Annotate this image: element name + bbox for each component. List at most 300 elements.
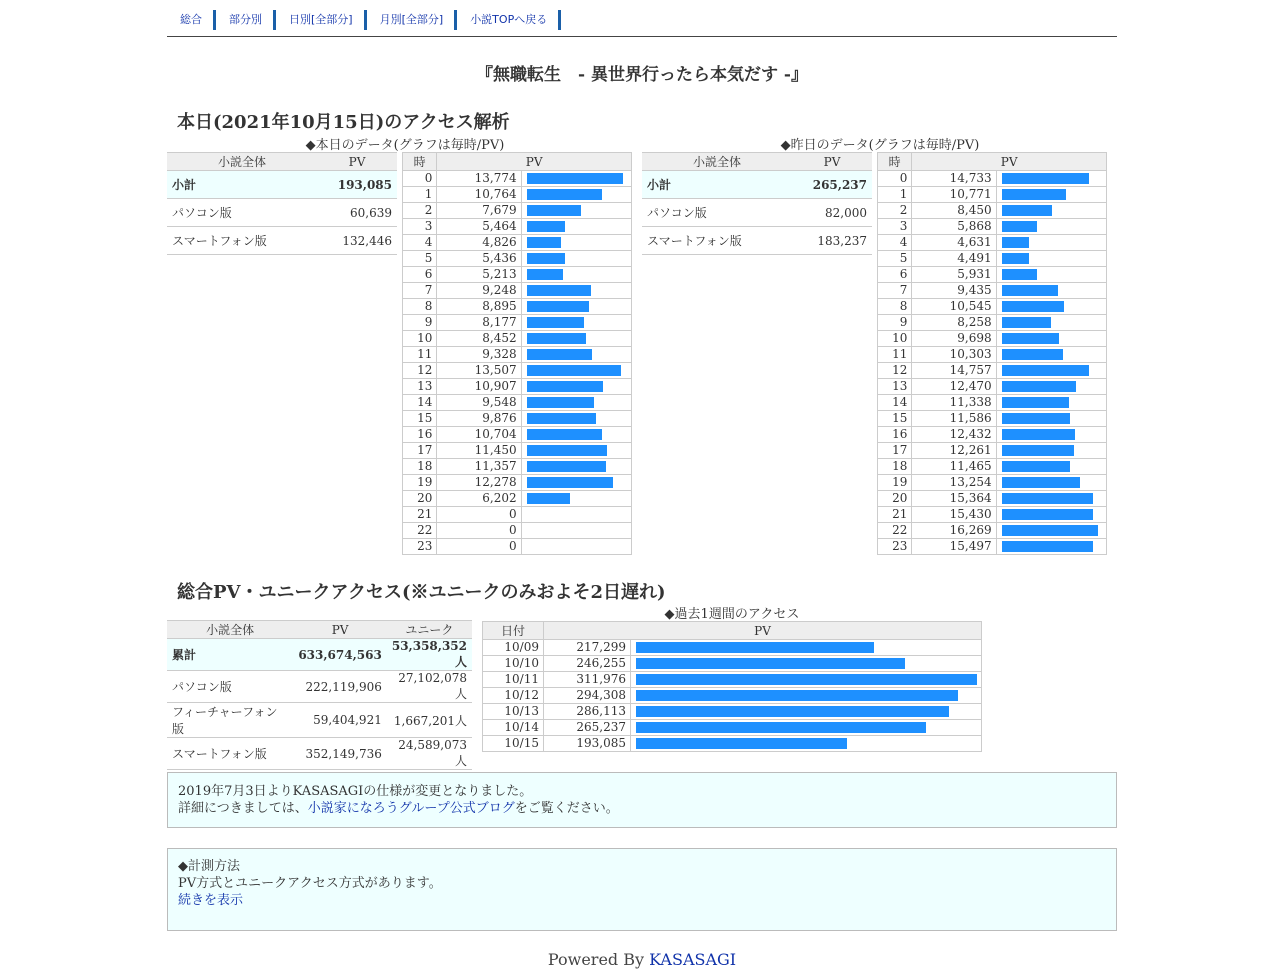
- pv-cell: 265,237: [544, 720, 631, 736]
- table-row: [403, 363, 632, 379]
- table-row: [167, 738, 472, 770]
- date-cell: 10/09: [483, 640, 544, 656]
- bar-cell: [521, 219, 631, 235]
- row-label: スマートフォン版: [167, 227, 317, 255]
- pv-bar: [636, 690, 958, 701]
- pv-bar: [1002, 205, 1052, 216]
- bar-cell: [521, 235, 631, 251]
- table-row: [403, 267, 632, 283]
- hour-cell: 0: [878, 171, 912, 187]
- date-cell: 10/12: [483, 688, 544, 704]
- hour-cell: 8: [403, 299, 437, 315]
- bar-cell: [996, 475, 1106, 491]
- row-value: 183,237: [792, 227, 872, 255]
- table-row: [878, 411, 1107, 427]
- bar-cell: [996, 523, 1106, 539]
- bar-cell: [521, 539, 631, 555]
- notice-detail: [178, 800, 1106, 817]
- pv-cell: 5,931: [912, 267, 996, 283]
- column-header: 日付: [483, 622, 544, 640]
- nav-link-daily[interactable]: 日別[全部分]: [276, 10, 367, 30]
- yesterday-hourly-table: [877, 152, 1107, 555]
- pv-cell: 10,907: [437, 379, 521, 395]
- pv-bar: [527, 381, 603, 392]
- date-cell: 10/14: [483, 720, 544, 736]
- pv-cell: 5,436: [437, 251, 521, 267]
- table-row: [403, 251, 632, 267]
- hour-cell: 15: [403, 411, 437, 427]
- hour-cell: 16: [878, 427, 912, 443]
- pv-cell: 59,404,921: [293, 703, 387, 738]
- notice-line: 2019年7月3日よりKASASAGIの仕様が変更となりました。: [178, 784, 533, 799]
- hour-cell: 17: [403, 443, 437, 459]
- hour-cell: 4: [878, 235, 912, 251]
- pv-bar: [1002, 493, 1093, 504]
- pv-bar: [636, 658, 905, 669]
- hour-cell: 23: [403, 539, 437, 555]
- bar-cell: [996, 203, 1106, 219]
- hour-cell: 21: [878, 507, 912, 523]
- bar-cell: [521, 475, 631, 491]
- table-row: [167, 199, 397, 227]
- bar-cell: [631, 736, 982, 752]
- bar-cell: [521, 507, 631, 523]
- bar-cell: [996, 395, 1106, 411]
- pv-bar: [527, 269, 563, 280]
- pv-bar: [527, 253, 565, 264]
- pv-cell: 5,868: [912, 219, 996, 235]
- pv-cell: 5,464: [437, 219, 521, 235]
- table-row: [878, 347, 1107, 363]
- table-row: [642, 199, 872, 227]
- hour-cell: 23: [878, 539, 912, 555]
- pv-bar: [527, 413, 596, 424]
- pv-bar: [1002, 189, 1066, 200]
- table-row: [483, 656, 982, 672]
- pv-bar: [636, 722, 926, 733]
- row-label: フィーチャーフォン版: [167, 703, 293, 738]
- hour-cell: 4: [403, 235, 437, 251]
- bar-cell: [996, 379, 1106, 395]
- pv-bar: [1002, 397, 1069, 408]
- pv-bar: [527, 205, 581, 216]
- table-row: [878, 491, 1107, 507]
- hour-cell: 3: [403, 219, 437, 235]
- notice-prefix: 詳細につきましては、: [178, 801, 308, 816]
- bar-cell: [996, 363, 1106, 379]
- table-row: [878, 331, 1107, 347]
- table-row: [403, 331, 632, 347]
- bar-cell: [521, 411, 631, 427]
- table-row: [403, 475, 632, 491]
- method-body: PV方式とユニークアクセス方式があります。: [178, 876, 442, 891]
- pv-cell: 6,202: [437, 491, 521, 507]
- pv-cell: 7,679: [437, 203, 521, 219]
- pv-cell: 311,976: [544, 672, 631, 688]
- pv-cell: 9,876: [437, 411, 521, 427]
- pv-bar: [1002, 221, 1037, 232]
- pv-cell: 352,149,736: [293, 738, 387, 770]
- row-label: パソコン版: [167, 671, 293, 703]
- bar-cell: [996, 315, 1106, 331]
- bar-cell: [521, 171, 631, 187]
- total-section-title: 総合PV・ユニークアクセス(※ユニークのみおよそ2日遅れ): [177, 582, 666, 603]
- bar-cell: [631, 640, 982, 656]
- table-row: [483, 688, 982, 704]
- pv-bar: [1002, 333, 1059, 344]
- hour-cell: 10: [403, 331, 437, 347]
- bar-cell: [996, 427, 1106, 443]
- nav-link-summary[interactable]: 総合: [167, 10, 216, 30]
- hour-cell: 7: [878, 283, 912, 299]
- row-value: 60,639: [317, 199, 397, 227]
- bar-cell: [996, 443, 1106, 459]
- hour-cell: 19: [878, 475, 912, 491]
- pv-bar: [527, 189, 602, 200]
- pv-bar: [1002, 509, 1093, 520]
- table-row: [878, 507, 1107, 523]
- table-row: [403, 283, 632, 299]
- hour-cell: 14: [878, 395, 912, 411]
- bar-cell: [631, 656, 982, 672]
- bar-cell: [996, 459, 1106, 475]
- pv-cell: 222,119,906: [293, 671, 387, 703]
- column-header: 時: [403, 153, 437, 171]
- pv-cell: 10,704: [437, 427, 521, 443]
- pv-cell: 16,269: [912, 523, 996, 539]
- pv-bar: [527, 173, 623, 184]
- pv-cell: 193,085: [544, 736, 631, 752]
- table-row: [483, 720, 982, 736]
- nav-link-monthly[interactable]: 月別[全部分]: [367, 10, 458, 30]
- bar-cell: [521, 283, 631, 299]
- table-row: [878, 539, 1107, 555]
- hour-cell: 9: [403, 315, 437, 331]
- table-row: [403, 539, 632, 555]
- row-label: 累計: [167, 639, 293, 671]
- pv-cell: 12,261: [912, 443, 996, 459]
- hour-cell: 0: [403, 171, 437, 187]
- pv-cell: 10,764: [437, 187, 521, 203]
- bar-cell: [996, 347, 1106, 363]
- date-cell: 10/11: [483, 672, 544, 688]
- table-row: [167, 227, 397, 255]
- pv-bar: [527, 221, 565, 232]
- hour-cell: 19: [403, 475, 437, 491]
- bar-cell: [996, 235, 1106, 251]
- bar-cell: [521, 251, 631, 267]
- row-label: 小計: [642, 171, 792, 199]
- bar-cell: [996, 331, 1106, 347]
- pv-bar: [527, 237, 561, 248]
- table-row: [167, 703, 472, 738]
- unique-cell: 24,589,073人: [387, 738, 472, 770]
- pv-cell: 4,826: [437, 235, 521, 251]
- pv-cell: 14,757: [912, 363, 996, 379]
- table-row: [403, 411, 632, 427]
- table-row: [483, 704, 982, 720]
- table-row: [878, 187, 1107, 203]
- pv-cell: 4,491: [912, 251, 996, 267]
- pv-bar: [1002, 301, 1064, 312]
- table-row: [878, 315, 1107, 331]
- pv-cell: 15,497: [912, 539, 996, 555]
- pv-bar: [1002, 173, 1089, 184]
- today-caption: ◆本日のデータ(グラフは毎時/PV): [305, 138, 505, 153]
- table-row: [483, 672, 982, 688]
- pv-bar: [527, 461, 606, 472]
- table-row: [878, 235, 1107, 251]
- pv-cell: 8,452: [437, 331, 521, 347]
- bar-cell: [631, 704, 982, 720]
- pv-bar: [1002, 381, 1076, 392]
- pv-cell: 0: [437, 507, 521, 523]
- pv-cell: 633,674,563: [293, 639, 387, 671]
- pv-bar: [636, 674, 977, 685]
- bar-cell: [521, 187, 631, 203]
- bar-cell: [521, 395, 631, 411]
- date-cell: 10/13: [483, 704, 544, 720]
- nav-link-by-part[interactable]: 部分別: [216, 10, 276, 30]
- hour-cell: 22: [878, 523, 912, 539]
- pv-cell: 9,548: [437, 395, 521, 411]
- bar-cell: [521, 331, 631, 347]
- pv-cell: 0: [437, 523, 521, 539]
- pv-bar: [1002, 269, 1037, 280]
- week-caption: ◆過去1週間のアクセス: [664, 607, 800, 622]
- column-header: 小説全体: [167, 621, 293, 639]
- column-header: PV: [544, 622, 982, 640]
- pv-bar: [1002, 349, 1063, 360]
- official-blog-link[interactable]: 小説家になろうグループ公式ブログ: [307, 801, 515, 816]
- table-row: [403, 315, 632, 331]
- pv-bar: [1002, 541, 1093, 552]
- bar-cell: [996, 267, 1106, 283]
- kasasagi-link[interactable]: KASASAGI: [649, 950, 737, 969]
- bar-cell: [631, 688, 982, 704]
- hour-cell: 12: [878, 363, 912, 379]
- table-row: [167, 171, 397, 199]
- pv-bar: [1002, 445, 1074, 456]
- table-row: [878, 171, 1107, 187]
- yesterday-summary-table: [642, 152, 872, 255]
- pv-bar: [527, 349, 592, 360]
- method-heading: ◆計測方法: [178, 859, 240, 874]
- bar-cell: [521, 203, 631, 219]
- table-row: [403, 203, 632, 219]
- pv-bar: [527, 445, 607, 456]
- bar-cell: [521, 299, 631, 315]
- table-row: [878, 523, 1107, 539]
- pv-bar: [1002, 525, 1098, 536]
- hour-cell: 13: [878, 379, 912, 395]
- pv-bar: [527, 429, 602, 440]
- bar-cell: [521, 459, 631, 475]
- pv-cell: 11,357: [437, 459, 521, 475]
- pv-cell: 11,465: [912, 459, 996, 475]
- pv-bar: [636, 642, 874, 653]
- pv-bar: [527, 477, 613, 488]
- row-value: 132,446: [317, 227, 397, 255]
- hour-cell: 5: [878, 251, 912, 267]
- table-row: [403, 523, 632, 539]
- pv-cell: 10,771: [912, 187, 996, 203]
- table-row: [878, 267, 1107, 283]
- pv-cell: 5,213: [437, 267, 521, 283]
- unique-cell: 1,667,201人: [387, 703, 472, 738]
- pv-cell: 11,338: [912, 395, 996, 411]
- notice-suffix: をご覧ください。: [514, 801, 619, 816]
- pv-cell: 8,258: [912, 315, 996, 331]
- table-row: [403, 491, 632, 507]
- hour-cell: 5: [403, 251, 437, 267]
- novel-title: 『無職転生 - 異世界行ったら本気だす -』: [476, 65, 808, 85]
- column-header: 時: [878, 153, 912, 171]
- column-header: 小説全体: [167, 153, 317, 171]
- row-label: 小計: [167, 171, 317, 199]
- bar-cell: [996, 219, 1106, 235]
- row-value: 82,000: [792, 199, 872, 227]
- column-header: 小説全体: [642, 153, 792, 171]
- pv-cell: 11,586: [912, 411, 996, 427]
- pv-cell: 9,435: [912, 283, 996, 299]
- hour-cell: 16: [403, 427, 437, 443]
- method-box: [167, 848, 1117, 931]
- table-row: [878, 219, 1107, 235]
- row-value: 193,085: [317, 171, 397, 199]
- bar-cell: [996, 299, 1106, 315]
- unique-cell: 27,102,078人: [387, 671, 472, 703]
- table-row: [878, 251, 1107, 267]
- pv-cell: 12,432: [912, 427, 996, 443]
- table-row: [878, 379, 1107, 395]
- table-row: [403, 347, 632, 363]
- hour-cell: 9: [878, 315, 912, 331]
- hour-cell: 12: [403, 363, 437, 379]
- bar-cell: [996, 283, 1106, 299]
- pv-bar: [527, 301, 589, 312]
- table-row: [403, 379, 632, 395]
- table-row: [483, 640, 982, 656]
- pv-bar: [1002, 317, 1051, 328]
- hour-cell: 15: [878, 411, 912, 427]
- pv-cell: 9,328: [437, 347, 521, 363]
- column-header: PV: [437, 153, 632, 171]
- row-value: 265,237: [792, 171, 872, 199]
- column-header: ユニーク: [387, 621, 472, 639]
- pv-cell: 10,545: [912, 299, 996, 315]
- hour-cell: 2: [403, 203, 437, 219]
- pv-cell: 4,631: [912, 235, 996, 251]
- pv-bar: [1002, 413, 1070, 424]
- column-header: PV: [792, 153, 872, 171]
- table-row: [878, 363, 1107, 379]
- pv-cell: 8,177: [437, 315, 521, 331]
- pv-bar: [527, 333, 586, 344]
- pv-cell: 15,364: [912, 491, 996, 507]
- pv-bar: [1002, 253, 1029, 264]
- bar-cell: [521, 347, 631, 363]
- hour-cell: 18: [403, 459, 437, 475]
- hour-cell: 6: [403, 267, 437, 283]
- pv-cell: 11,450: [437, 443, 521, 459]
- bar-cell: [996, 171, 1106, 187]
- pv-cell: 15,430: [912, 507, 996, 523]
- table-row: [878, 459, 1107, 475]
- pv-bar: [636, 706, 949, 717]
- table-row: [403, 507, 632, 523]
- pv-bar: [1002, 429, 1075, 440]
- pv-cell: 8,895: [437, 299, 521, 315]
- hour-cell: 1: [403, 187, 437, 203]
- table-row: [167, 639, 472, 671]
- table-row: [403, 443, 632, 459]
- table-row: [403, 395, 632, 411]
- table-row: [878, 395, 1107, 411]
- pv-cell: 8,450: [912, 203, 996, 219]
- date-cell: 10/10: [483, 656, 544, 672]
- footer-prefix: Powered By: [547, 950, 645, 969]
- notice-box: [167, 772, 1117, 828]
- row-label: スマートフォン版: [167, 738, 293, 770]
- table-row: [878, 427, 1107, 443]
- table-row: [642, 171, 872, 199]
- pv-bar: [527, 365, 621, 376]
- row-label: パソコン版: [167, 199, 317, 227]
- bar-cell: [521, 315, 631, 331]
- row-label: スマートフォン版: [642, 227, 792, 255]
- unique-cell: 53,358,352人: [387, 639, 472, 671]
- pv-cell: 9,248: [437, 283, 521, 299]
- table-row: [403, 427, 632, 443]
- pv-cell: 0: [437, 539, 521, 555]
- bar-cell: [521, 523, 631, 539]
- bar-cell: [631, 720, 982, 736]
- bar-cell: [996, 507, 1106, 523]
- table-row: [403, 219, 632, 235]
- row-label: パソコン版: [642, 199, 792, 227]
- bar-cell: [521, 363, 631, 379]
- hour-cell: 11: [403, 347, 437, 363]
- pv-bar: [1002, 477, 1080, 488]
- bar-cell: [996, 491, 1106, 507]
- bar-cell: [521, 267, 631, 283]
- table-row: [878, 475, 1107, 491]
- bar-cell: [996, 411, 1106, 427]
- pv-cell: 10,303: [912, 347, 996, 363]
- table-row: [403, 459, 632, 475]
- today-summary-table: [167, 152, 397, 255]
- pv-cell: 12,278: [437, 475, 521, 491]
- pv-cell: 13,774: [437, 171, 521, 187]
- hour-cell: 13: [403, 379, 437, 395]
- column-header: PV: [293, 621, 387, 639]
- pv-bar: [1002, 461, 1070, 472]
- hour-cell: 7: [403, 283, 437, 299]
- pv-bar: [1002, 365, 1089, 376]
- bar-cell: [521, 491, 631, 507]
- pv-cell: 246,255: [544, 656, 631, 672]
- hour-cell: 20: [403, 491, 437, 507]
- table-row: [642, 227, 872, 255]
- hour-cell: 18: [878, 459, 912, 475]
- yesterday-caption: ◆昨日のデータ(グラフは毎時/PV): [780, 138, 980, 153]
- table-row: [878, 283, 1107, 299]
- hour-cell: 17: [878, 443, 912, 459]
- nav-link-novel-top[interactable]: 小説TOPへ戻る: [457, 10, 561, 30]
- show-more-link[interactable]: 続きを表示: [178, 893, 244, 908]
- hour-cell: 20: [878, 491, 912, 507]
